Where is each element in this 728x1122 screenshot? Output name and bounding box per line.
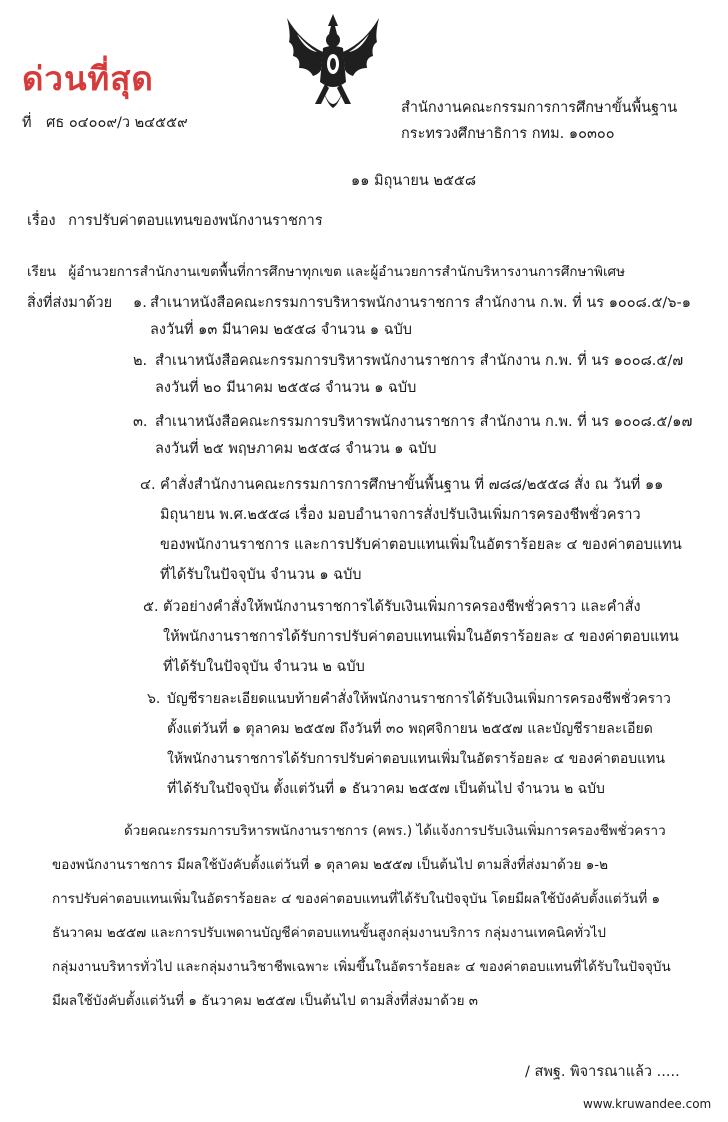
enclosure-line: คำสั่งสำนักงานคณะกรรมการการศึกษาขั้นพื้นฐาน ที่ ๗๘๘/๒๕๕๘ สั่ง ณ วันที่ ๑๑ xyxy=(160,477,664,493)
doc-number-row xyxy=(22,113,188,133)
doc-number-label: ที่ xyxy=(22,115,32,131)
enclosure-line: ของพนักงานราชการ และการปรับค่าตอบแทนเพิ่มในอัตราร้อยละ ๔ ของค่าตอบแทน xyxy=(160,537,682,553)
enclosure-line: สำเนาหนังสือคณะกรรมการบริหารพนักงานราชการ สำนักงาน ก.พ. ที่ นร ๑๐๐๘.๕/๗ xyxy=(155,353,684,369)
subject-line xyxy=(27,211,323,231)
addressee-text: ผู้อำนวยการสำนักงานเขตพื้นที่การศึกษาทุกเขต และผู้อำนวยการสำนักบริหารงานการศึกษาพิเศษ xyxy=(68,264,626,280)
enclosure-line: ตัวอย่างคำสั่งให้พนักงานราชการได้รับเงินเพิ่มการครองชีพชั่วคราว และคำสั่ง xyxy=(163,599,641,615)
body-line: ด้วยคณะกรรมการบริหารพนักงานราชการ (คพร.) ได้แจ้งการปรับเงินเพิ่มการครองชีพชั่วคราว xyxy=(124,823,666,839)
body-line: ธันวาคม ๒๕๕๗ และการปรับเพดานบัญชีค่าตอบแทนขั้นสูงกลุ่มงานบริการ กลุ่มงานเทคนิคทั่วไป xyxy=(52,925,606,941)
enclosure-line: ที่ได้รับในปัจจุบัน จำนวน ๑ ฉบับ xyxy=(160,567,362,583)
enclosure-line: สำเนาหนังสือคณะกรรมการบริหารพนักงานราชการ สำนักงาน ก.พ. ที่ นร ๑๐๐๘.๕/๖-๑ xyxy=(150,295,691,311)
body-line: การปรับค่าตอบแทนเพิ่มในอัตราร้อยละ ๔ ของค่าตอบแทนที่ได้รับในปัจจุบัน โดยมีผลใช้บังคับตั้งแต่วันที่ ๑ xyxy=(52,891,661,907)
enclosure-line: ที่ได้รับในปัจจุบัน จำนวน ๒ ฉบับ xyxy=(163,659,365,675)
subject-text: การปรับค่าตอบแทนของพนักงานราชการ xyxy=(68,213,323,229)
continuation-note: / สพฐ. พิจารณาแล้ว ..... xyxy=(525,1064,680,1080)
subject-label: เรื่อง xyxy=(27,213,56,229)
body-line: กลุ่มงานบริหารทั่วไป และกลุ่มงานวิชาชีพเฉพาะ เพิ่มขึ้นในอัตราร้อยละ ๔ ของค่าตอบแทนที่ได้รับในปัจจุบัน xyxy=(52,959,671,975)
enclosure-line: ที่ได้รับในปัจจุบัน ตั้งแต่วันที่ ๑ ธันวาคม ๒๕๕๗ เป็นต้นไป จำนวน ๒ ฉบับ xyxy=(167,781,605,797)
urgency-stamp: ด่วนที่สุด xyxy=(22,59,154,98)
enclosure-line: ให้พนักงานราชการได้รับการปรับค่าตอบแทนเพิ่มในอัตราร้อยละ ๔ ของค่าตอบแทน xyxy=(167,751,665,767)
enclosure-number: ๔. xyxy=(140,477,156,493)
enclosure-line: มิถุนายน พ.ศ.๒๕๕๘ เรื่อง มอบอำนาจการสั่งปรับเงินเพิ่มการครองชีพชั่วคราว xyxy=(160,507,641,523)
enclosure-number: ๒. xyxy=(133,353,148,369)
enclosure-number: ๑. xyxy=(133,295,147,311)
body-line: มีผลใช้บังคับตั้งแต่วันที่ ๑ ธันวาคม ๒๕๕๗ เป็นต้นไป ตามสิ่งที่ส่งมาด้วย ๓ xyxy=(52,993,479,1009)
enclosure-number: ๕. xyxy=(143,599,159,615)
enclosure-line: ตั้งแต่วันที่ ๑ ตุลาคม ๒๕๕๗ ถึงวันที่ ๓๐ พฤศจิกายน ๒๕๕๗ และบัญชีรายละเอียด xyxy=(167,721,653,737)
addressee-line xyxy=(27,262,625,282)
addressee-label: เรียน xyxy=(27,264,57,280)
body-line: ของพนักงานราชการ มีผลใช้บังคับตั้งแต่วันที่ ๑ ตุลาคม ๒๕๕๗ เป็นต้นไป ตามสิ่งที่ส่งมาด้วย ๑-๒ xyxy=(52,857,609,873)
enclosure-line: ให้พนักงานราชการได้รับการปรับค่าตอบแทนเพิ่มในอัตราร้อยละ ๔ ของค่าตอบแทน xyxy=(163,629,679,645)
issuer-address: กระทรวงศึกษาธิการ กทม. ๑๐๓๐๐ xyxy=(401,126,615,142)
document-date: ๑๑ มิถุนายน ๒๕๕๘ xyxy=(351,173,477,189)
enclosure-line: ลงวันที่ ๑๓ มีนาคม ๒๕๕๘ จำนวน ๑ ฉบับ xyxy=(150,322,413,338)
enclosures-label: สิ่งที่ส่งมาด้วย xyxy=(27,295,113,311)
enclosure-number: ๓. xyxy=(133,414,148,430)
garuda-emblem xyxy=(283,12,383,120)
enclosure-line: บัญชีรายละเอียดแนบท้ายคำสั่งให้พนักงานราชการได้รับเงินเพิ่มการครองชีพชั่วคราว xyxy=(167,691,671,707)
issuer-name: สำนักงานคณะกรรมการการศึกษาขั้นพื้นฐาน xyxy=(401,100,678,116)
doc-number: ศธ ๐๔๐๐๙/ว ๒๔๕๕๙ xyxy=(46,115,188,131)
enclosure-line: ลงวันที่ ๒๕ พฤษภาคม ๒๕๕๘ จำนวน ๑ ฉบับ xyxy=(155,441,437,457)
enclosure-number: ๖. xyxy=(147,691,161,707)
enclosure-line: ลงวันที่ ๒๐ มีนาคม ๒๕๕๘ จำนวน ๑ ฉบับ xyxy=(155,380,417,396)
enclosure-line: สำเนาหนังสือคณะกรรมการบริหารพนักงานราชการ สำนักงาน ก.พ. ที่ นร ๑๐๐๘.๕/๑๗ xyxy=(155,414,693,430)
footer-website: www.kruwandee.com xyxy=(583,1097,712,1111)
